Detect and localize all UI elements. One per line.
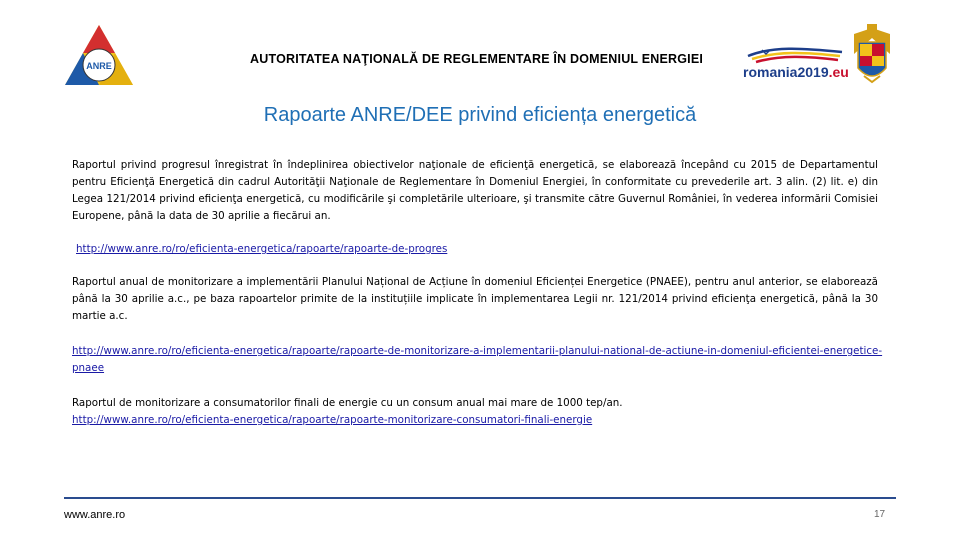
- link-progress-reports[interactable]: http://www.anre.ro/ro/eficienta-energetica/rapoarte/rapoarte-de-progres: [76, 243, 448, 255]
- anre-logo: [62, 22, 136, 88]
- page-number: 17: [874, 509, 886, 520]
- logo-text: ANRE: [86, 61, 112, 71]
- coat-of-arms-icon: [850, 24, 894, 86]
- header-title: AUTORITATEA NAŢIONALĂ DE REGLEMENTARE ÎN DOMENIUL ENERGIEI: [250, 52, 704, 66]
- footer-website: www.anre.ro: [64, 509, 126, 521]
- link-consumer-reports[interactable]: http://www.anre.ro/ro/eficienta-energetica/rapoarte/rapoarte-monitorizare-consumatori-finali-energie: [72, 414, 593, 426]
- paragraph-pnaee-report: Raportul anual de monitorizare a implementării Planului Național de Acțiune în domeniul Eficienței Energetice (PNAEE), pentru anul anterior, se elaborează până la 30 aprilie a.c., pe baza rapoartelor primite de la instituțiile implicate în implementarea Legii nr. 121/2014 privind eficienţa energetică, până la 30 martie a.c.: [72, 276, 878, 322]
- footer-divider: [64, 497, 896, 499]
- eu-presidency-text: [743, 64, 849, 80]
- paragraph-consumer-report: [72, 395, 878, 429]
- paragraph-progress-report: Raportul privind progresul înregistrat în îndeplinirea obiectivelor naţionale de eficienţă energetică, se elaborează începând cu 2015 de Departamentul pentru Eficienţă Energetică din cadrul Autorităţii Naţionale de Reglementare în Domeniul Energiei, în conformitate cu prevederile art. 3 alin. (2) lit. e) din Legea 121/2014 privind eficienţa energetică, cu modificările şi completările ulterioare, şi transmite către Guvernul României, în vederea informării Comisiei Europene, până la data de 30 aprilie a fiecărui an.: [72, 159, 878, 222]
- paragraph-consumer-text: Raportul de monitorizare a consumatorilor finali de energie cu un consum anual mai mare de 1000 tep/an.: [72, 397, 623, 409]
- eu-presidency-main: romania2019: [743, 64, 829, 80]
- slide-title: Rapoarte ANRE/DEE privind eficiența energetică: [263, 104, 697, 126]
- link-pnaee-reports[interactable]: http://www.anre.ro/ro/eficienta-energetica/rapoarte/rapoarte-de-monitorizare-a-implementarii-planului-national-de-actiune-in-domeniul-eficientei-energetice-pnaee: [72, 345, 883, 374]
- eu-presidency-suffix: .eu: [828, 64, 849, 80]
